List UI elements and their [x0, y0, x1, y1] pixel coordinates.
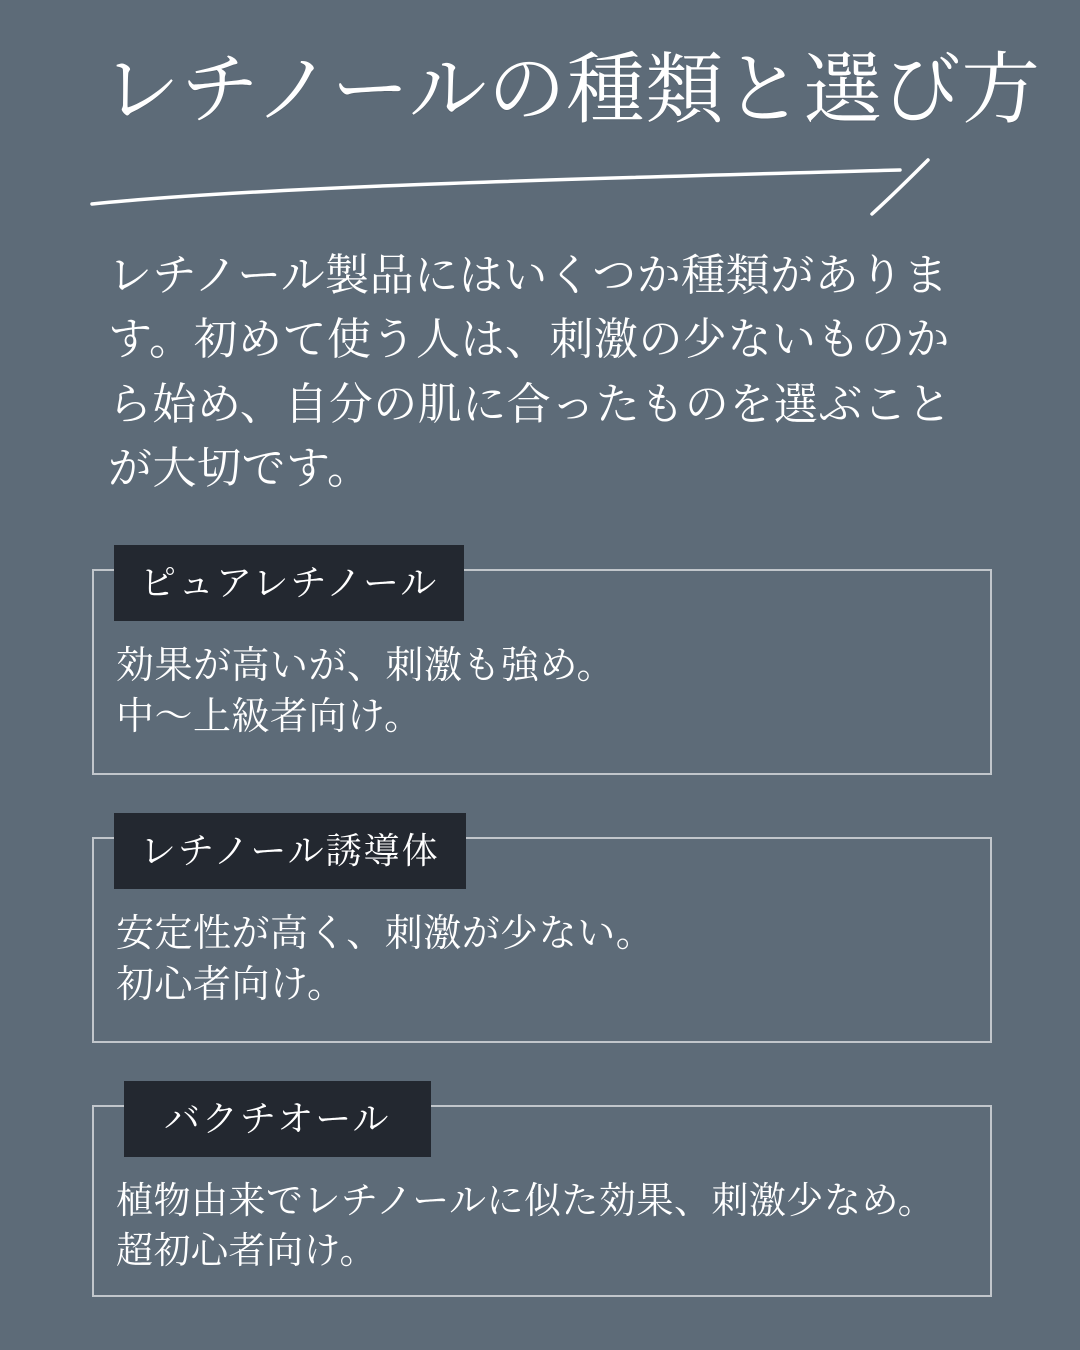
- title-block: [88, 0, 1041, 218]
- card-body: [116, 641, 962, 744]
- page-title: レチノールの種類と選び方: [102, 46, 1041, 133]
- card-label: ピュアレチノール: [114, 545, 464, 621]
- card-list: [88, 545, 992, 1297]
- card-body-line: 中〜上級者向け。: [116, 696, 423, 739]
- card-body-line: 安定性が高く、刺激が少ない。: [116, 913, 655, 956]
- card-body-line: 初心者向け。: [116, 964, 346, 1007]
- card-body-line: 効果が高いが、刺激も強め。: [116, 645, 615, 688]
- card-pure-retinol: [88, 545, 992, 775]
- card-retinol-derivative: [88, 813, 992, 1043]
- title-underline-flourish: [88, 158, 940, 218]
- card-label: バクチオール: [124, 1081, 431, 1157]
- intro-paragraph: レチノール製品にはいくつか種類があります。初めて使う人は、刺激の少ないものから始め、自分の肌に合ったものを選ぶことが大切です。: [108, 251, 952, 493]
- card-body: [116, 1177, 962, 1277]
- card-bakuchiol: [88, 1081, 992, 1297]
- card-body-line: 超初心者向け。: [116, 1231, 378, 1273]
- card-body-line: 植物由来でレチノールに似た効果、刺激少なめ。: [116, 1181, 936, 1223]
- underline-swash-icon: [88, 158, 940, 218]
- card-body: [116, 909, 962, 1012]
- card-label: レチノール誘導体: [114, 813, 466, 889]
